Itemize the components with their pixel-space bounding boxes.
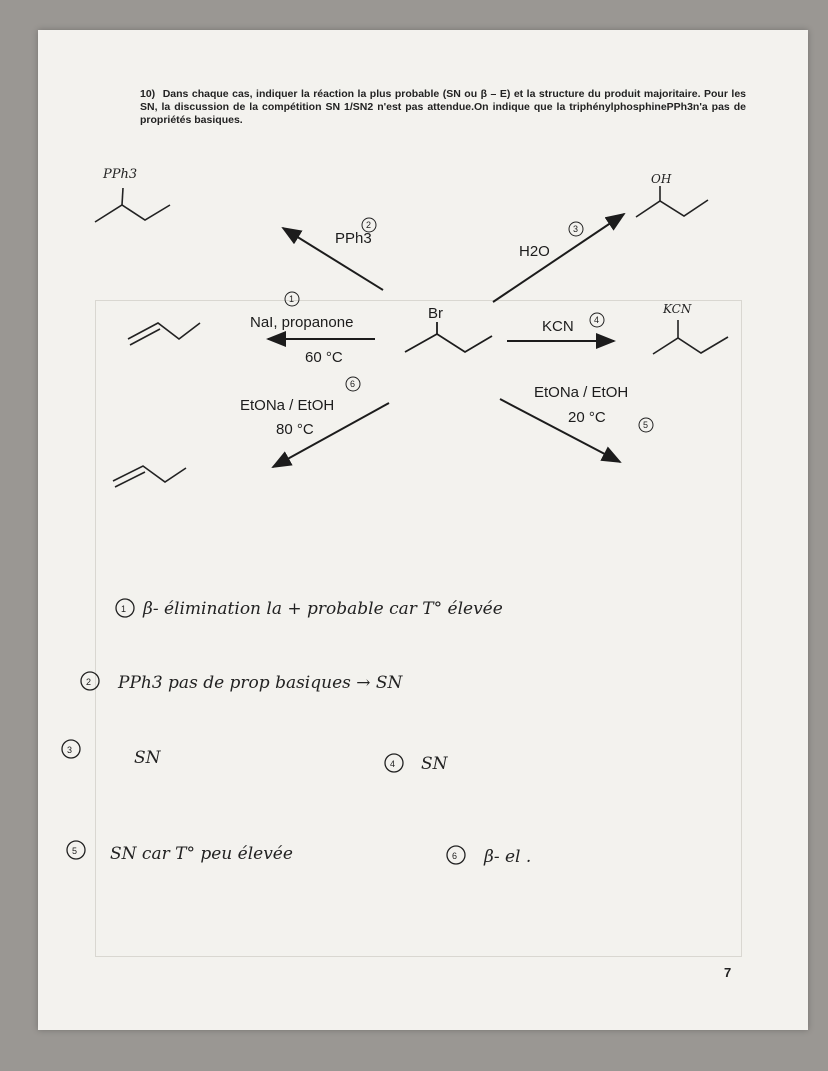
answer-6 xyxy=(447,846,531,867)
answer-2 xyxy=(81,672,404,693)
circled-number-3 xyxy=(569,222,583,236)
reagent-3: H2O xyxy=(519,243,550,260)
svg-text:5: 5 xyxy=(72,846,78,856)
svg-text:β- élimination la + probable c: β- élimination la + probable car T° élevée xyxy=(143,599,503,619)
circled-number-1 xyxy=(285,292,299,306)
product-kcn-label: KCN xyxy=(663,302,692,316)
svg-text:PPh3 pas de prop basiques →: PPh3 pas de prop basiques → SN xyxy=(118,673,403,693)
answer-3 xyxy=(62,740,162,768)
condition-6: 80 °C xyxy=(276,421,314,438)
svg-text:4: 4 xyxy=(594,315,600,325)
svg-text:6: 6 xyxy=(452,851,458,861)
condition-1: 60 °C xyxy=(305,349,343,366)
question-body: Dans chaque cas, indiquer la réaction la plus probable (SN ou β – E) et la structure du produit majoritaire. Pour les SN, la discussion de la compétition SN 1/SN2 n'est pas attendue.On indique que la triphénylphosphinePPh3n'a pas de propriétés basiques. xyxy=(140,88,746,126)
svg-text:2: 2 xyxy=(86,677,92,687)
answer-1 xyxy=(116,599,503,619)
question-number: 10) xyxy=(140,88,156,100)
circled-number-2 xyxy=(362,218,376,232)
condition-5: 20 °C xyxy=(568,409,606,426)
svg-text:SN: SN xyxy=(134,748,161,768)
reagent-4: KCN xyxy=(542,318,574,335)
svg-text:SN: SN xyxy=(421,754,448,774)
reagent-1: NaI, propanone xyxy=(250,314,354,331)
answer-4 xyxy=(385,754,449,774)
product-oh-label: OH xyxy=(651,172,672,186)
product-alkene-1 xyxy=(128,323,200,339)
reagent-2: PPh3 xyxy=(335,230,372,247)
circled-number-4 xyxy=(590,313,604,327)
svg-text:1: 1 xyxy=(121,604,127,614)
substrate-structure xyxy=(405,322,492,352)
arrow-reaction-3 xyxy=(493,214,624,302)
reagent-5: EtONa / EtOH xyxy=(534,384,629,401)
answer-5 xyxy=(67,841,293,864)
product-alkene-6 xyxy=(113,466,186,482)
svg-text:2: 2 xyxy=(366,220,372,230)
svg-text:5: 5 xyxy=(643,420,649,430)
product-pph3-skeleton xyxy=(95,205,170,222)
page-number: 7 xyxy=(724,965,732,980)
svg-text:3: 3 xyxy=(573,224,579,234)
svg-text:SN car T° peu élevée: SN car T° peu élevée xyxy=(110,844,293,864)
reagent-6: EtONa / EtOH xyxy=(240,397,335,414)
svg-text:3: 3 xyxy=(67,745,73,755)
svg-text:4: 4 xyxy=(390,759,396,769)
circled-number-6 xyxy=(346,377,360,391)
product-cn-skeleton xyxy=(653,337,728,354)
substrate-br-label: Br xyxy=(428,305,443,322)
circled-number-5 xyxy=(639,418,653,432)
product-oh-skeleton xyxy=(636,200,708,217)
product-pph3-label: PPh3 xyxy=(103,167,138,182)
svg-text:β- el .: β- el . xyxy=(484,847,532,867)
svg-text:1: 1 xyxy=(289,294,295,304)
svg-text:6: 6 xyxy=(350,379,356,389)
